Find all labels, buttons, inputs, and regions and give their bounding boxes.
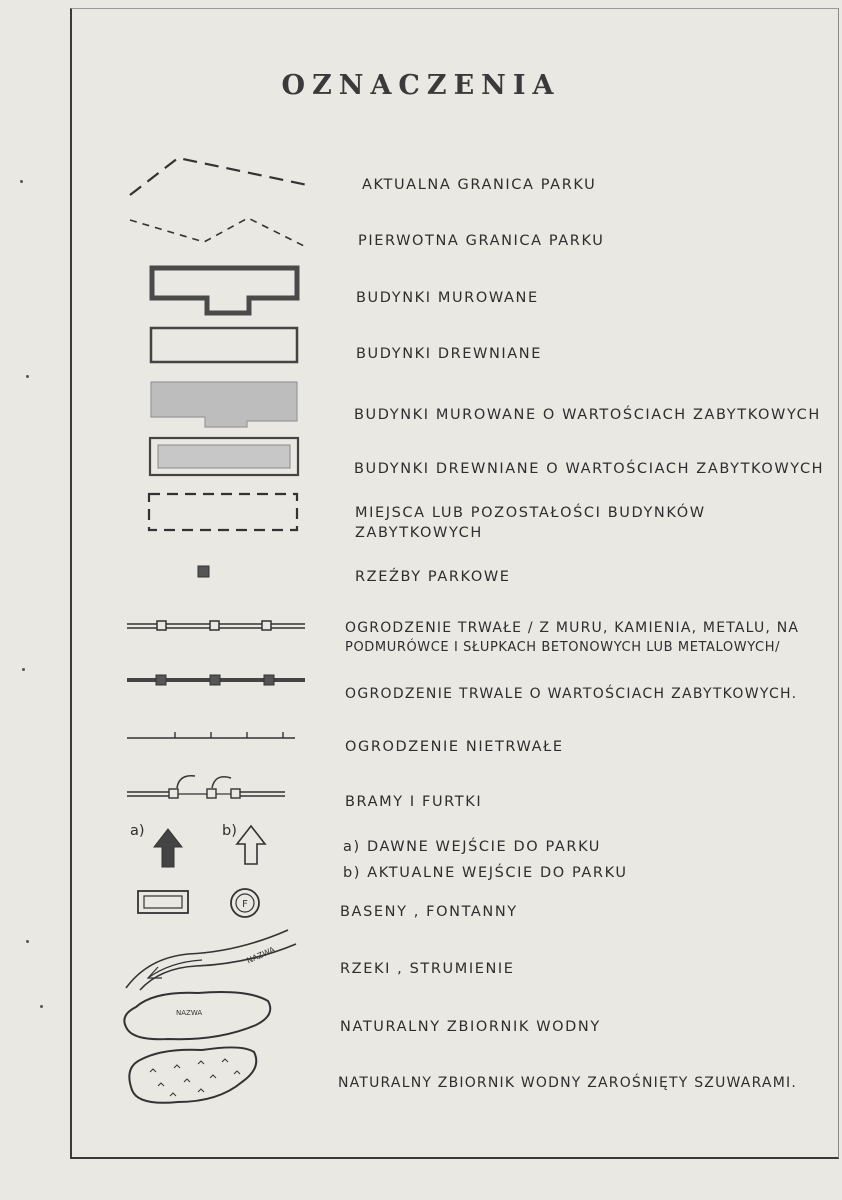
historic-fence-symbol	[125, 670, 310, 692]
legend-label-historic-wooden: BUDYNKI DREWNIANE O WARTOŚCIACH ZABYTKOWYCH	[354, 461, 825, 477]
legend-label-rivers: RZEKI , STRUMIENIE	[340, 961, 515, 977]
current-entrance-arrow-icon	[233, 824, 269, 868]
legend-label-sculptures: RZEŹBY PARKOWE	[355, 569, 511, 585]
legend-label-original-boundary: PIERWOTNA GRANICA PARKU	[358, 233, 605, 249]
temporary-fence-symbol	[125, 726, 300, 744]
margin-dot	[22, 668, 25, 671]
arrow-b-label: b)	[222, 823, 237, 839]
current-park-boundary-symbol	[120, 150, 320, 200]
legend-label-reed-water-body: NATURALNY ZBIORNIK WODNY ZAROŚNIĘTY SZUWARAMI.	[338, 1075, 797, 1091]
original-park-boundary-symbol	[120, 208, 320, 253]
gate-symbol	[125, 770, 290, 806]
legend-label-current-boundary: AKTUALNA GRANICA PARKU	[362, 177, 597, 193]
legend-label-permanent-fence: OGRODZENIE TRWAŁE / Z MURU, KAMIENIA, METALU, NA	[345, 620, 800, 636]
legend-label-building-remains: MIEJSCA LUB POZOSTAŁOŚCI BUDYNKÓW	[355, 505, 706, 521]
legend-label-current-entrance: b) AKTUALNE WEJŚCIE DO PARKU	[343, 865, 628, 881]
legend-label-water-body: NATURALNY ZBIORNIK WODNY	[340, 1019, 601, 1035]
legend-label-historic-fence: OGRODZENIE TRWALE O WARTOŚCIACH ZABYTKOWYCH.	[345, 686, 798, 702]
margin-dot	[40, 1005, 43, 1008]
river-name-label: NAZWA	[245, 945, 277, 966]
legend-label-former-entrance: a) DAWNE WEJŚCIE DO PARKU	[343, 839, 602, 855]
arrow-a-label: a)	[130, 823, 145, 839]
permanent-fence-symbol	[125, 614, 310, 638]
legend-label-pools-fountains: BASENY , FONTANNY	[340, 904, 518, 920]
sculpture-symbol	[195, 563, 215, 583]
reed-water-body-symbol	[122, 1040, 262, 1112]
margin-dot	[20, 180, 23, 183]
legend-label-historic-masonry: BUDYNKI MUROWANE O WARTOŚCIACH ZABYTKOWYCH	[354, 407, 821, 423]
historic-wooden-building-symbol	[145, 434, 305, 479]
legend-label-wooden-buildings: BUDYNKI DREWNIANE	[356, 346, 543, 362]
building-remains-symbol	[145, 488, 305, 536]
margin-dot	[26, 940, 29, 943]
water-body-name-label: NAZWA	[176, 1009, 203, 1017]
masonry-building-symbol	[145, 263, 305, 318]
legend-label-temporary-fence: OGRODZENIE NIETRWAŁE	[345, 739, 564, 755]
pool-symbol	[135, 888, 195, 920]
former-entrance-arrow-icon	[150, 827, 186, 871]
fountain-icon	[228, 886, 264, 922]
page-title: OZNACZENIA	[281, 70, 561, 101]
water-body-symbol	[118, 985, 278, 1047]
historic-masonry-building-symbol	[145, 377, 305, 432]
legend-label-gates: BRAMY I FURTKI	[345, 794, 483, 810]
legend-label-masonry-buildings: BUDYNKI MUROWANE	[356, 290, 539, 306]
legend-label-permanent-fence-cont: PODMURÓWCE I SŁUPKACH BETONOWYCH LUB METALOWYCH/	[345, 640, 781, 655]
legend-label-building-remains-cont: ZABYTKOWYCH	[355, 525, 483, 541]
margin-dot	[26, 375, 29, 378]
fountain-mark: F	[242, 899, 248, 910]
wooden-building-symbol	[145, 323, 305, 368]
